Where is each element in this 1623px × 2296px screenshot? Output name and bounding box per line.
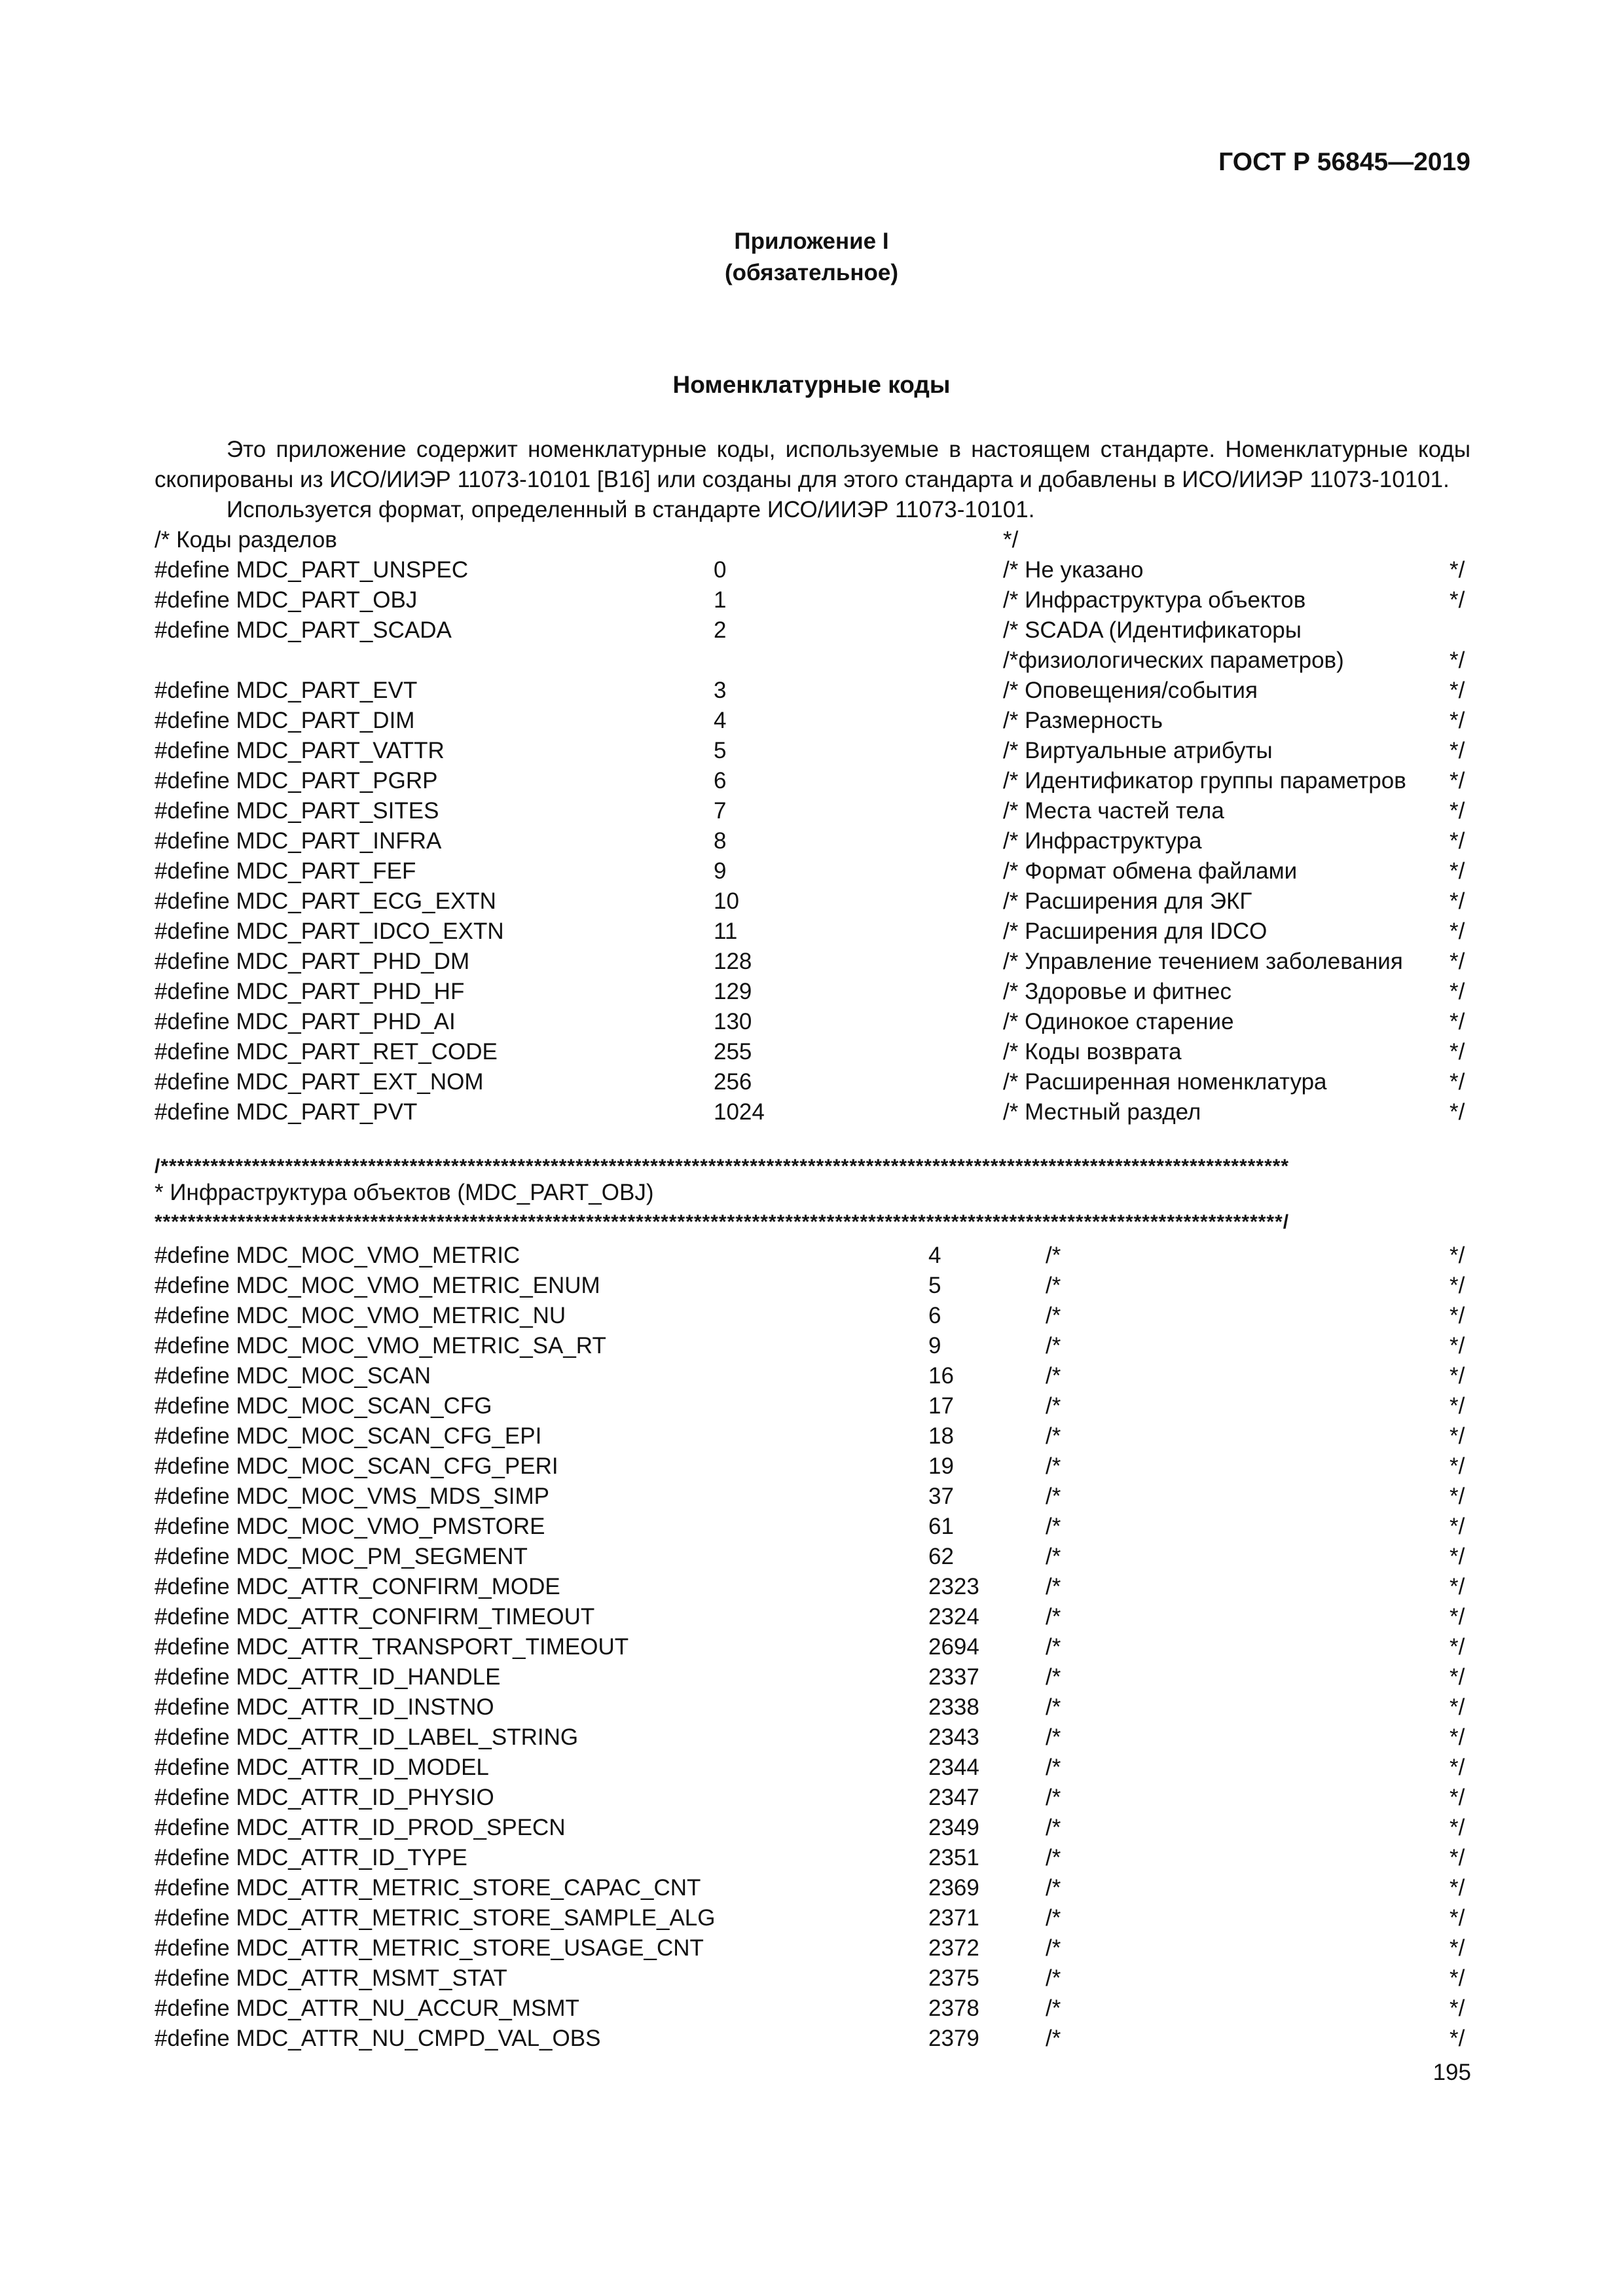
object-code-name: #define MDC_ATTR_NU_ACCUR_MSMT: [155, 1995, 579, 2021]
object-code-value: 37: [928, 1484, 954, 1509]
object-code-row: [0, 1963, 1623, 1994]
object-code-row: [0, 1783, 1623, 1813]
object-code-comment-open: /*: [1046, 1303, 1061, 1328]
part-code-comment-end: */: [1450, 557, 1465, 583]
part-code-value: 11: [714, 919, 738, 944]
part-code-row: [0, 615, 1623, 646]
section-label: [0, 1178, 1623, 1208]
part-code-value: 129: [714, 979, 752, 1004]
object-code-comment-open: /*: [1046, 1333, 1061, 1358]
part-code-row: [0, 917, 1623, 947]
part-code-row: [0, 736, 1623, 766]
object-code-comment-open: /*: [1046, 1694, 1061, 1720]
object-code-name: #define MDC_ATTR_NU_CMPD_VAL_OBS: [155, 2026, 601, 2051]
object-code-row: [0, 1451, 1623, 1482]
object-code-comment-open: /*: [1046, 1965, 1061, 1991]
object-code-value: 19: [928, 1453, 954, 1479]
part-code-name: #define MDC_PART_UNSPEC: [155, 557, 469, 583]
object-code-comment-end: */: [1450, 1243, 1465, 1268]
object-code-value: 2371: [928, 1905, 979, 1931]
part-code-comment: /* Расширения для ЭКГ: [1003, 888, 1252, 914]
object-code-comment-open: /*: [1046, 1935, 1061, 1961]
part-code-comment: /* SCADA (Идентификаторы: [1003, 617, 1302, 643]
object-code-comment-end: */: [1450, 1303, 1465, 1328]
object-code-row: [0, 1482, 1623, 1512]
page-number: 195: [1432, 2060, 1471, 2085]
object-code-value: 2351: [928, 1845, 979, 1870]
part-code-comment-end: */: [1450, 587, 1465, 613]
object-code-comment-end: */: [1450, 1484, 1465, 1509]
object-code-comment-open: /*: [1046, 1423, 1061, 1449]
object-code-row: [0, 1301, 1623, 1331]
part-code-comment-end: */: [1450, 1069, 1465, 1095]
part-code-comment-end: */: [1450, 828, 1465, 854]
object-code-row: [0, 1903, 1623, 1933]
part-code-name: #define MDC_PART_DIM: [155, 708, 415, 733]
object-code-value: 2347: [928, 1785, 979, 1810]
object-code-row: [0, 1753, 1623, 1783]
part-code-comment-end: */: [1450, 1039, 1465, 1065]
part-code-row: [0, 555, 1623, 585]
part-code-row: [0, 826, 1623, 856]
part-code-value: 0: [714, 557, 727, 583]
object-code-comment-end: */: [1450, 1453, 1465, 1479]
appendix-label: Приложение I: [734, 228, 889, 254]
object-code-comment-end: */: [1450, 1875, 1465, 1901]
object-code-row: [0, 1391, 1623, 1421]
part-code-comment: /* Одинокое старение: [1003, 1009, 1234, 1034]
section-divider-top: /****************************************************************************************************************************************: [155, 1157, 1290, 1176]
object-code-comment-end: */: [1450, 1785, 1465, 1810]
part-codes-header: [0, 525, 1623, 555]
part-code-value: 1024: [714, 1099, 765, 1125]
part-code-row: [0, 646, 1623, 676]
part-code-name: #define MDC_PART_PGRP: [155, 768, 438, 793]
object-code-comment-end: */: [1450, 1724, 1465, 1750]
part-code-comment-end: */: [1450, 708, 1465, 733]
object-code-name: #define MDC_MOC_VMS_MDS_SIMP: [155, 1484, 549, 1509]
object-code-name: #define MDC_MOC_VMO_METRIC_NU: [155, 1303, 566, 1328]
part-code-row: [0, 856, 1623, 886]
part-code-value: 9: [714, 858, 727, 884]
part-code-comment-end: */: [1450, 647, 1465, 673]
part-code-value: 1: [714, 587, 727, 613]
object-code-name: #define MDC_ATTR_ID_TYPE: [155, 1845, 467, 1870]
object-code-name: #define MDC_ATTR_ID_LABEL_STRING: [155, 1724, 579, 1750]
object-code-value: 2349: [928, 1815, 979, 1840]
object-code-name: #define MDC_MOC_SCAN_CFG: [155, 1393, 492, 1419]
object-code-row: [0, 1361, 1623, 1391]
part-code-row: [0, 1007, 1623, 1037]
part-code-row: [0, 676, 1623, 706]
part-code-name: #define MDC_PART_PHD_DM: [155, 949, 470, 974]
object-code-comment-open: /*: [1046, 1755, 1061, 1780]
object-code-comment-open: /*: [1046, 1634, 1061, 1660]
object-code-comment-end: */: [1450, 1815, 1465, 1840]
object-code-value: 2337: [928, 1664, 979, 1690]
part-code-name: #define MDC_PART_PHD_AI: [155, 1009, 456, 1034]
object-code-name: #define MDC_MOC_PM_SEGMENT: [155, 1544, 528, 1569]
object-code-comment-end: */: [1450, 1634, 1465, 1660]
object-code-row: [0, 1692, 1623, 1722]
object-code-row: [0, 1331, 1623, 1361]
object-code-comment-open: /*: [1046, 1905, 1061, 1931]
part-code-row: [0, 977, 1623, 1007]
object-code-comment-open: /*: [1046, 1815, 1061, 1840]
object-code-row: [0, 1542, 1623, 1572]
part-code-name: #define MDC_PART_SITES: [155, 798, 439, 824]
object-code-name: #define MDC_ATTR_ID_INSTNO: [155, 1694, 494, 1720]
object-code-comment-open: /*: [1046, 1785, 1061, 1810]
object-code-name: #define MDC_ATTR_CONFIRM_MODE: [155, 1574, 560, 1599]
object-code-value: 16: [928, 1363, 954, 1389]
object-code-row: [0, 1662, 1623, 1692]
object-code-value: 9: [928, 1333, 941, 1358]
object-code-comment-end: */: [1450, 1333, 1465, 1358]
part-code-value: 255: [714, 1039, 752, 1065]
part-code-comment-end: */: [1450, 1009, 1465, 1034]
part-code-row: [0, 1037, 1623, 1067]
object-code-row: [0, 1271, 1623, 1301]
part-code-value: 256: [714, 1069, 752, 1095]
part-code-value: 8: [714, 828, 727, 854]
part-code-comment-end: */: [1450, 768, 1465, 793]
object-code-comment-end: */: [1450, 1393, 1465, 1419]
object-code-row: [0, 1813, 1623, 1843]
part-code-comment: /*физиологических параметров): [1003, 647, 1344, 673]
object-code-comment-open: /*: [1046, 1453, 1061, 1479]
appendix-status: (обязательное): [724, 260, 898, 285]
part-code-name: #define MDC_PART_PHD_HF: [155, 979, 465, 1004]
part-code-row: [0, 947, 1623, 977]
part-code-value: 6: [714, 768, 727, 793]
object-code-value: 5: [928, 1273, 941, 1298]
object-code-value: 2344: [928, 1755, 979, 1780]
page-title: Номенклатурные коды: [672, 371, 951, 398]
object-code-comment-open: /*: [1046, 1544, 1061, 1569]
object-code-comment-open: /*: [1046, 1875, 1061, 1901]
part-code-comment: /* Виртуальные атрибуты: [1003, 738, 1273, 763]
section-divider-bottom: ****************************************************************************************************************************************/: [155, 1212, 1290, 1232]
object-code-row: [0, 1632, 1623, 1662]
object-code-name: #define MDC_MOC_VMO_METRIC_SA_RT: [155, 1333, 606, 1358]
part-code-name: #define MDC_PART_EXT_NOM: [155, 1069, 484, 1095]
part-code-comment: /* Расширенная номенклатура: [1003, 1069, 1327, 1095]
part-code-row: [0, 886, 1623, 917]
object-code-row: [0, 1722, 1623, 1753]
object-code-comment-end: */: [1450, 1995, 1465, 2021]
part-code-comment-end: */: [1450, 919, 1465, 944]
part-code-name: #define MDC_PART_OBJ: [155, 587, 418, 613]
object-code-value: 2338: [928, 1694, 979, 1720]
object-code-comment-open: /*: [1046, 1574, 1061, 1599]
object-code-comment-end: */: [1450, 1423, 1465, 1449]
part-code-comment: /* Идентификатор группы параметров: [1003, 768, 1406, 793]
part-code-comment: /* Оповещения/события: [1003, 678, 1258, 703]
object-code-comment-end: */: [1450, 1544, 1465, 1569]
part-code-comment-end: */: [1450, 858, 1465, 884]
object-code-row: [0, 1241, 1623, 1271]
object-code-name: #define MDC_ATTR_ID_PHYSIO: [155, 1785, 494, 1810]
part-code-name: #define MDC_PART_FEF: [155, 858, 416, 884]
object-code-comment-end: */: [1450, 1514, 1465, 1539]
object-code-name: #define MDC_MOC_SCAN: [155, 1363, 431, 1389]
object-code-row: [0, 1512, 1623, 1542]
object-code-name: #define MDC_MOC_SCAN_CFG_PERI: [155, 1453, 558, 1479]
part-code-comment: /* Инфраструктура: [1003, 828, 1202, 854]
part-code-name: #define MDC_PART_RET_CODE: [155, 1039, 498, 1065]
object-code-comment-end: */: [1450, 1664, 1465, 1690]
object-code-comment-end: */: [1450, 1935, 1465, 1961]
object-code-name: #define MDC_ATTR_METRIC_STORE_SAMPLE_ALG: [155, 1905, 716, 1931]
part-code-comment-end: */: [1450, 798, 1465, 824]
part-code-comment: /* Размерность: [1003, 708, 1163, 733]
object-code-name: #define MDC_ATTR_MSMT_STAT: [155, 1965, 507, 1991]
object-code-value: 2378: [928, 1995, 979, 2021]
standard-number: ГОСТ Р 56845—2019: [1218, 148, 1470, 176]
object-code-comment-open: /*: [1046, 1845, 1061, 1870]
part-codes-header-end: */: [1003, 527, 1019, 553]
object-code-comment-open: /*: [1046, 1484, 1061, 1509]
part-code-comment: /* Инфраструктура объектов: [1003, 587, 1306, 613]
object-code-comment-end: */: [1450, 1604, 1465, 1630]
object-code-value: 61: [928, 1514, 954, 1539]
object-code-row: [0, 1843, 1623, 1873]
object-code-comment-open: /*: [1046, 1664, 1061, 1690]
object-code-comment-open: /*: [1046, 1604, 1061, 1630]
object-code-comment-end: */: [1450, 1755, 1465, 1780]
part-code-comment: /* Не указано: [1003, 557, 1144, 583]
object-code-name: #define MDC_ATTR_METRIC_STORE_CAPAC_CNT: [155, 1875, 701, 1901]
object-code-value: 2343: [928, 1724, 979, 1750]
part-code-row: [0, 1067, 1623, 1097]
object-code-comment-open: /*: [1046, 1273, 1061, 1298]
object-code-name: #define MDC_ATTR_ID_PROD_SPECN: [155, 1815, 566, 1840]
object-code-name: #define MDC_MOC_SCAN_CFG_EPI: [155, 1423, 542, 1449]
appendix-heading: [0, 226, 1623, 289]
object-code-comment-open: /*: [1046, 1243, 1061, 1268]
object-code-row: [0, 2024, 1623, 2054]
object-code-comment-end: */: [1450, 1273, 1465, 1298]
object-code-comment-open: /*: [1046, 1995, 1061, 2021]
object-code-value: 2379: [928, 2026, 979, 2051]
part-code-value: 5: [714, 738, 727, 763]
part-code-comment-end: */: [1450, 678, 1465, 703]
intro-text: [155, 435, 1470, 525]
object-code-row: [0, 1933, 1623, 1963]
part-code-row: [0, 1097, 1623, 1127]
section-label-text: * Инфраструктура объектов (MDC_PART_OBJ): [155, 1180, 654, 1205]
object-code-value: 62: [928, 1544, 954, 1569]
part-code-comment: /* Местный раздел: [1003, 1099, 1201, 1125]
part-code-name: #define MDC_PART_ECG_EXTN: [155, 888, 496, 914]
object-code-value: 2372: [928, 1935, 979, 1961]
object-code-name: #define MDC_ATTR_METRIC_STORE_USAGE_CNT: [155, 1935, 704, 1961]
object-code-comment-end: */: [1450, 1845, 1465, 1870]
object-code-value: 2694: [928, 1634, 979, 1660]
object-code-name: #define MDC_ATTR_TRANSPORT_TIMEOUT: [155, 1634, 629, 1660]
object-code-value: 2375: [928, 1965, 979, 1991]
object-code-row: [0, 1572, 1623, 1602]
part-code-row: [0, 796, 1623, 826]
part-code-comment-end: */: [1450, 949, 1465, 974]
part-code-comment: /* Места частей тела: [1003, 798, 1224, 824]
object-code-row: [0, 1994, 1623, 2024]
object-code-name: #define MDC_ATTR_ID_HANDLE: [155, 1664, 501, 1690]
object-code-row: [0, 1602, 1623, 1632]
part-code-comment: /* Расширения для IDCO: [1003, 919, 1267, 944]
part-code-value: 3: [714, 678, 727, 703]
part-code-name: #define MDC_PART_INFRA: [155, 828, 442, 854]
object-code-name: #define MDC_ATTR_ID_MODEL: [155, 1755, 489, 1780]
object-code-comment-end: */: [1450, 1965, 1465, 1991]
object-code-value: 6: [928, 1303, 941, 1328]
object-code-comment-end: */: [1450, 1905, 1465, 1931]
object-code-comment-end: */: [1450, 1694, 1465, 1720]
part-code-value: 10: [714, 888, 739, 914]
part-code-row: [0, 585, 1623, 615]
part-code-value: 4: [714, 708, 727, 733]
object-code-comment-open: /*: [1046, 1514, 1061, 1539]
object-code-comment-end: */: [1450, 1574, 1465, 1599]
object-code-name: #define MDC_MOC_VMO_PMSTORE: [155, 1514, 545, 1539]
object-code-comment-end: */: [1450, 1363, 1465, 1389]
object-code-name: #define MDC_ATTR_CONFIRM_TIMEOUT: [155, 1604, 595, 1630]
object-code-comment-open: /*: [1046, 2026, 1061, 2051]
part-code-comment: /* Коды возврата: [1003, 1039, 1182, 1065]
part-code-comment: /* Управление течением заболевания: [1003, 949, 1403, 974]
object-code-value: 2323: [928, 1574, 979, 1599]
part-code-name: #define MDC_PART_IDCO_EXTN: [155, 919, 504, 944]
intro-paragraph-2: Используется формат, определенный в стандарте ИСО/ИИЭР 11073-10101.: [227, 497, 1035, 522]
part-code-name: #define MDC_PART_SCADA: [155, 617, 452, 643]
object-code-row: [0, 1421, 1623, 1451]
part-code-comment-end: */: [1450, 1099, 1465, 1125]
part-code-row: [0, 706, 1623, 736]
part-code-comment: /* Здоровье и фитнес: [1003, 979, 1231, 1004]
object-code-value: 18: [928, 1423, 954, 1449]
object-code-value: 17: [928, 1393, 954, 1419]
part-code-value: 130: [714, 1009, 752, 1034]
part-code-value: 7: [714, 798, 727, 824]
object-code-comment-end: */: [1450, 2026, 1465, 2051]
object-code-comment-open: /*: [1046, 1724, 1061, 1750]
part-code-value: 2: [714, 617, 727, 643]
object-code-name: #define MDC_MOC_VMO_METRIC: [155, 1243, 520, 1268]
object-code-value: 4: [928, 1243, 941, 1268]
object-code-name: #define MDC_MOC_VMO_METRIC_ENUM: [155, 1273, 600, 1298]
part-code-value: 128: [714, 949, 752, 974]
part-code-name: #define MDC_PART_EVT: [155, 678, 418, 703]
part-code-name: #define MDC_PART_PVT: [155, 1099, 418, 1125]
part-code-name: #define MDC_PART_VATTR: [155, 738, 445, 763]
part-code-comment-end: */: [1450, 888, 1465, 914]
part-codes-header-label: /* Коды разделов: [155, 527, 337, 553]
object-code-comment-open: /*: [1046, 1363, 1061, 1389]
part-code-comment-end: */: [1450, 979, 1465, 1004]
object-code-value: 2324: [928, 1604, 979, 1630]
object-code-row: [0, 1873, 1623, 1903]
object-code-value: 2369: [928, 1875, 979, 1901]
part-code-row: [0, 766, 1623, 796]
part-code-comment-end: */: [1450, 738, 1465, 763]
intro-paragraph-1: Это приложение содержит номенклатурные коды, используемые в настоящем стандарте. Номенклатурные коды скопированы из ИСО/ИИЭР 11073-10101 [B16] или созданы для этого стандарта и добавлены в ИСО/ИИЭР 11073-10101.: [155, 437, 1470, 492]
part-code-comment: /* Формат обмена файлами: [1003, 858, 1298, 884]
object-code-comment-open: /*: [1046, 1393, 1061, 1419]
